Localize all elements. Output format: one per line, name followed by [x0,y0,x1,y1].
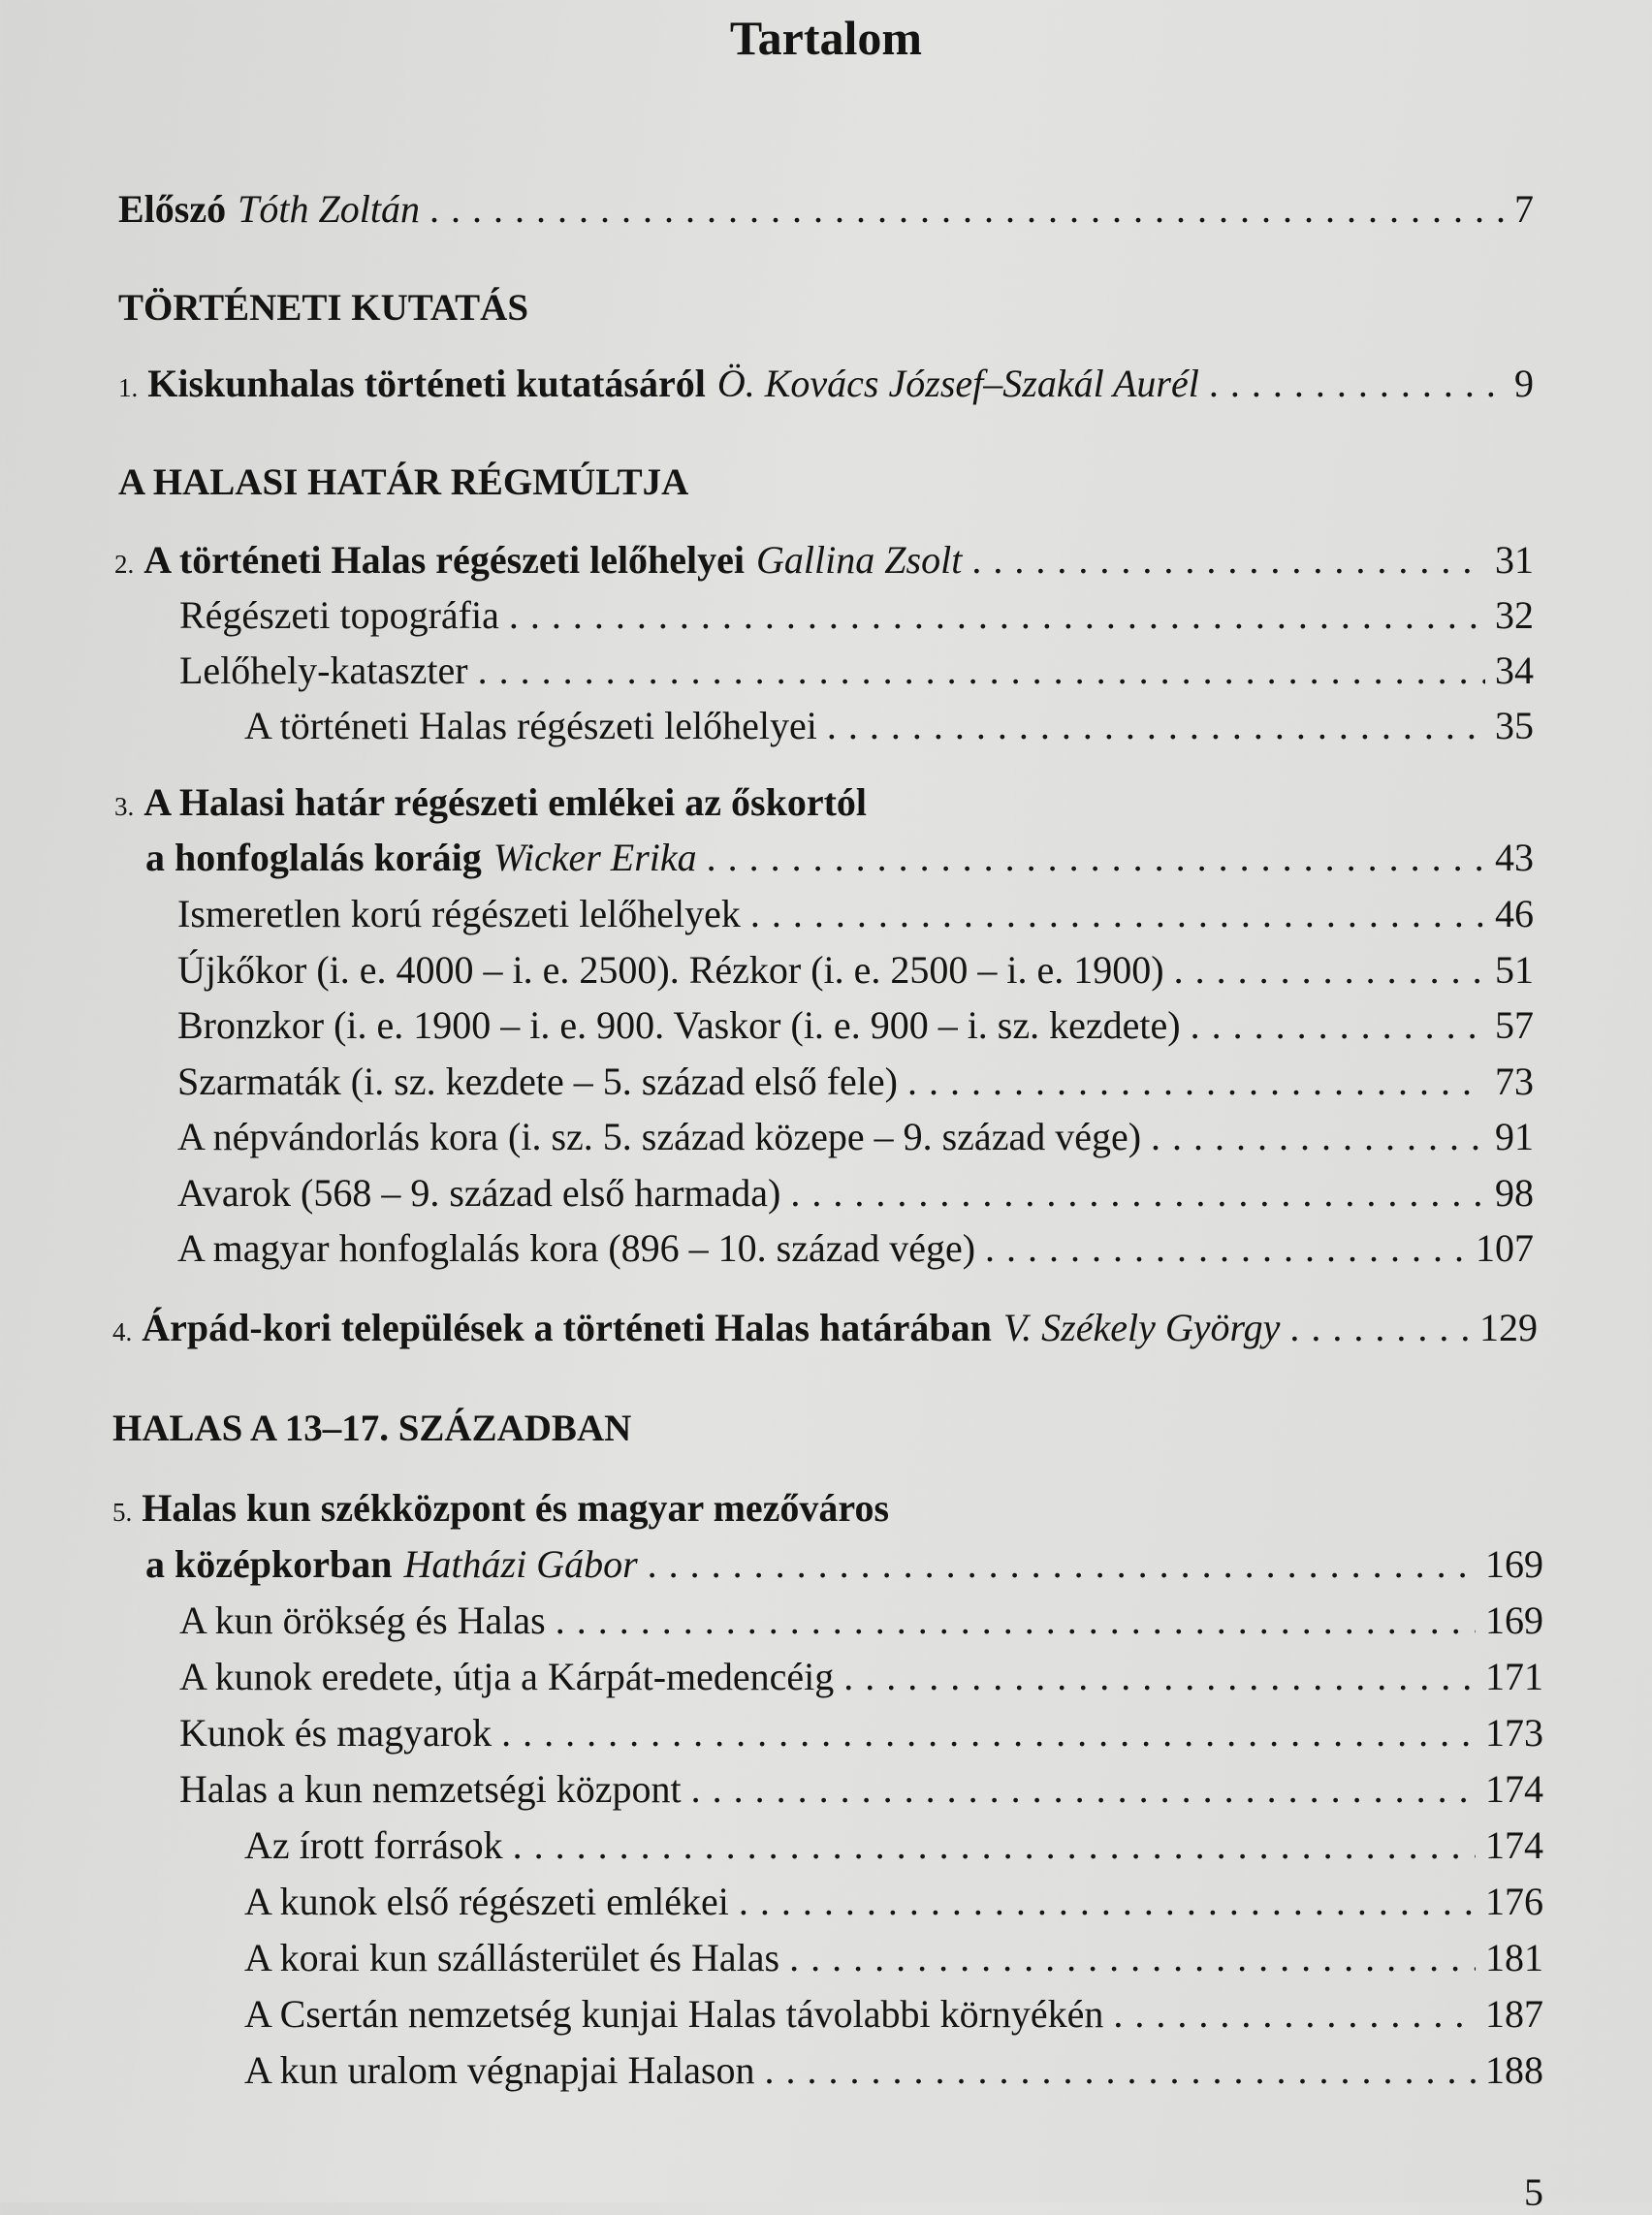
entry-title: Előszó [118,187,227,231]
entry-page: 169 [1485,1542,1543,1586]
entry-number: 3. [114,792,135,821]
entry-number: 2. [114,550,135,579]
entry-title: A kunok első régészeti emlékei [244,1880,729,1923]
toc-subentry[interactable] [179,644,1534,698]
entry-page: 188 [1485,2048,1543,2092]
section-heading-halas: HALAS A 13–17. SZÁZADBAN [112,1408,632,1449]
entry-page: 51 [1495,948,1534,992]
entry-page: 181 [1485,1936,1543,1979]
entry-title: Halas kun székközpont és magyar mezőváros [142,1486,890,1530]
toc-subentry[interactable] [177,943,1534,997]
entry-page: 73 [1495,1060,1534,1103]
leader-dots [707,831,1485,885]
entry-title: Árpád-kori települések a történeti Halas határában [142,1306,992,1349]
leader-dots [501,1706,1476,1760]
leader-dots [790,1166,1485,1220]
entry-title: Avarok (568 – 9. század első harmada) [177,1171,781,1215]
entry-title: Régészeti topográfia [179,593,499,637]
entry-title: A kunok eredete, útja a Kárpát-medencéig [179,1655,835,1698]
entry-page: 57 [1495,1003,1534,1047]
toc-entry-3[interactable] [145,831,1534,885]
toc-subentry[interactable] [177,887,1534,941]
toc-subentry[interactable] [177,1110,1534,1164]
entry-title: A történeti Halas régészeti lelőhelyei [143,538,746,582]
leader-dots [556,1594,1476,1648]
entry-title: Szarmaták (i. sz. kezdete – 5. század első fele) [177,1060,898,1103]
entry-title: Kiskunhalas történeti kutatásáról [147,362,706,405]
entry-title: Halas a kun nemzetségi központ [179,1767,682,1811]
entry-page: 43 [1495,836,1534,879]
entry-title: Újkőkor (i. e. 4000 – i. e. 2500). Rézkor (i. e. 2500 – i. e. 1900) [177,948,1164,992]
page-number: 5 [1524,2170,1543,2214]
leader-dots [691,1762,1476,1817]
entry-page: 9 [1514,362,1534,405]
leader-dots [513,1819,1476,1873]
entry-title: A Csertán nemzetség kunjai Halas távolabbi környékén [244,1992,1104,2036]
entry-title: Kunok és magyarok [179,1711,492,1755]
entry-author: Wicker Erika [492,836,697,879]
entry-page: 31 [1495,538,1534,582]
toc-subsubentry[interactable] [244,699,1534,753]
toc-entry-3-line1[interactable] [114,775,867,830]
page-title: Tartalom [729,11,923,65]
leader-dots [478,644,1485,698]
entry-page: 46 [1495,892,1534,935]
toc-entry-4[interactable] [112,1301,1538,1355]
entry-page: 176 [1485,1880,1543,1923]
entry-page: 91 [1495,1115,1534,1158]
entry-page: 107 [1476,1226,1534,1270]
leader-dots [750,887,1485,941]
leader-dots [827,699,1485,753]
toc-entry-1[interactable] [118,357,1534,411]
entry-title-cont: a középkorban [145,1542,393,1586]
leader-dots [985,1221,1466,1276]
entry-page: 98 [1495,1171,1534,1215]
toc-subsubentry[interactable] [244,1819,1543,1873]
entry-title: Az írott források [244,1823,503,1867]
entry-page: 169 [1485,1598,1543,1642]
leader-dots [1151,1110,1485,1164]
entry-title: A korai kun szállásterület és Halas [244,1936,780,1979]
section-heading-hatar: A HALASI HATÁR RÉGMÚLTJA [118,461,689,503]
toc-entry-foreword[interactable] [118,182,1534,237]
entry-page: 129 [1479,1306,1538,1349]
leader-dots [843,1650,1476,1704]
toc-entry-5-line1[interactable] [112,1481,889,1535]
toc-subsubentry[interactable] [244,2043,1543,2098]
entry-page: 174 [1485,1823,1543,1867]
entry-page: 7 [1514,187,1534,231]
leader-dots [1174,943,1485,997]
entry-title: A magyar honfoglalás kora (896 – 10. század vége) [177,1226,976,1270]
entry-title: A történeti Halas régészeti lelőhelyei [244,704,817,747]
entry-title: A kun uralom végnapjai Halason [244,2048,755,2092]
toc-entry-2[interactable] [114,533,1534,587]
section-heading-tortenet: TÖRTÉNETI KUTATÁS [118,287,529,329]
entry-title: Lelőhely-kataszter [179,649,468,692]
leader-dots [765,2043,1476,2098]
leader-dots [648,1537,1476,1592]
toc-subentry[interactable] [179,1706,1543,1760]
entry-page: 34 [1495,649,1534,692]
leader-dots [739,1875,1476,1929]
toc-subentry[interactable] [179,588,1534,643]
entry-page: 187 [1485,1992,1543,2036]
entry-page: 32 [1495,593,1534,637]
leader-dots [1289,1301,1470,1355]
entry-number: 1. [118,373,139,402]
leader-dots [789,1931,1476,1985]
toc-subentry[interactable] [177,1221,1534,1276]
toc-entry-5[interactable] [145,1537,1543,1592]
leader-dots [429,182,1505,237]
toc-subentry[interactable] [179,1650,1543,1704]
entry-author: V. Székely György [1002,1306,1281,1349]
entry-author: Gallina Zsolt [756,538,963,582]
leader-dots [1209,357,1505,411]
toc-subsubentry[interactable] [244,1987,1543,2041]
leader-dots [907,1055,1485,1109]
toc-subentry[interactable] [177,1055,1534,1109]
toc-subentry[interactable] [179,1594,1543,1648]
entry-title: A kun örökség és Halas [179,1598,546,1642]
toc-subentry[interactable] [177,1166,1534,1220]
entry-author: Ö. Kovács József–Szakál Aurél [716,362,1199,405]
entry-title: A népvándorlás kora (i. sz. 5. század közepe – 9. század vége) [177,1115,1142,1158]
toc-subentry[interactable] [177,998,1534,1053]
entry-page: 171 [1485,1655,1543,1698]
entry-title: Bronzkor (i. e. 1900 – i. e. 900. Vaskor (i. e. 900 – i. sz. kezdete) [177,1003,1181,1047]
entry-author: Tóth Zoltán [238,187,420,231]
leader-dots [509,588,1485,643]
toc-subsubentry[interactable] [244,1931,1543,1985]
leader-dots [1113,1987,1476,2041]
leader-dots [1191,998,1485,1053]
entry-number: 4. [112,1317,133,1346]
entry-title: A Halasi határ régészeti emlékei az őskortól [143,780,868,824]
entry-title-cont: a honfoglalás koráig [145,836,482,879]
entry-page: 174 [1485,1767,1543,1811]
toc-subsubentry[interactable] [244,1875,1543,1929]
entry-author: Hatházi Gábor [403,1542,638,1586]
leader-dots [971,533,1485,587]
entry-number: 5. [112,1498,133,1527]
entry-page: 173 [1485,1711,1543,1755]
toc-subentry[interactable] [179,1762,1543,1817]
entry-page: 35 [1495,704,1534,747]
entry-title: Ismeretlen korú régészeti lelőhelyek [177,892,741,935]
